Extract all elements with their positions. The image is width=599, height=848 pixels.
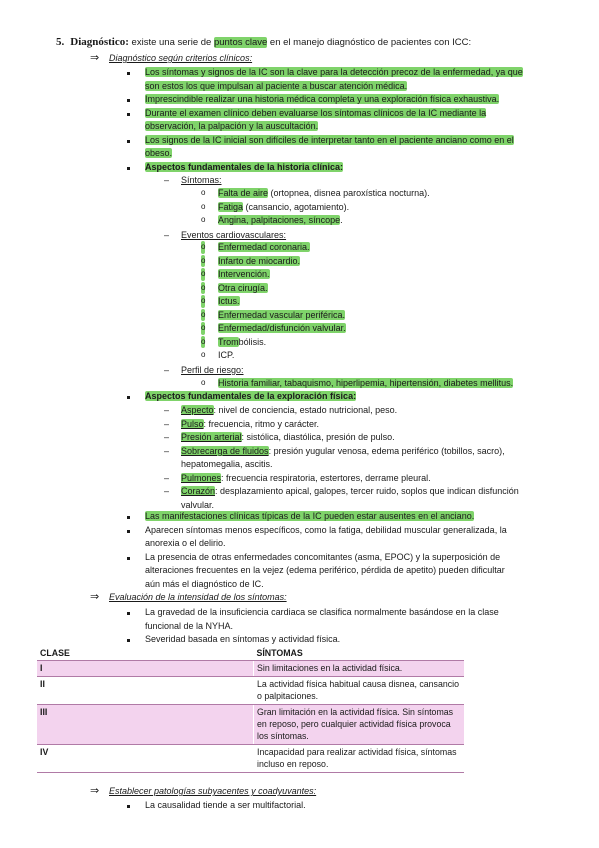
circle-bullet-icon: o — [201, 255, 205, 268]
circle-bullet-icon: o — [201, 188, 206, 197]
exploracion-item — [181, 445, 505, 458]
bullet-icon — [127, 639, 130, 642]
table-row: IV Incapacidad para realizar actividad física, síntomas incluso en reposo. — [37, 744, 464, 772]
historia-title: Aspectos fundamentales de la historia clínica: — [145, 162, 344, 172]
arrow-icon: ⇒ — [90, 785, 100, 797]
sintoma-detail: (cansancio, agotamiento). — [243, 201, 350, 212]
exploracion-key: Corazón — [181, 486, 216, 496]
table-header: CLASE — [37, 646, 254, 661]
circle-bullet-icon: o — [201, 215, 206, 224]
bullet-text-span: anorexia o el delirio. — [145, 538, 226, 548]
bullet-icon — [127, 99, 130, 102]
dash-icon: – — [164, 365, 170, 375]
circle-bullet-icon: o — [201, 268, 205, 281]
bullet-text — [145, 551, 500, 564]
sintoma-item — [218, 187, 430, 200]
evento-item — [218, 349, 234, 362]
bullet-text-span: alteraciones frecuentes en la vejez (edema periférico, pérdida de apetito) pueden dificultar — [145, 565, 505, 575]
circle-bullet-icon: o — [201, 309, 205, 322]
bullet-icon — [127, 72, 130, 75]
exploracion-detail-cont: valvular. — [181, 499, 215, 510]
exploracion-detail: : sistólica, diastólica, presión de pulso. — [241, 432, 395, 442]
evento-hl: Trom — [218, 336, 239, 347]
evento-item — [218, 336, 266, 349]
bullet-icon — [127, 396, 130, 399]
table-row: II La actividad física habitual causa disnea, cansancio o palpitaciones. — [37, 676, 464, 704]
exploracion-key: Sobrecarga de fluidos — [181, 445, 269, 456]
exploracion-detail: : frecuencia, ritmo y carácter. — [203, 418, 320, 429]
bullet-text — [145, 537, 226, 550]
evento-item — [218, 255, 300, 268]
bullet-icon — [127, 140, 130, 143]
sintoma-key: Falta de aire — [218, 188, 269, 198]
evento-text: Intervención. — [218, 269, 270, 279]
dash-icon: – — [164, 175, 170, 185]
evento-text: ICP. — [218, 350, 235, 360]
evento-item — [218, 295, 240, 308]
nyha-table — [37, 646, 464, 773]
evento-item — [218, 268, 270, 281]
sintoma-key: Angina, palpitaciones, síncope — [218, 215, 341, 225]
circle-bullet-icon: o — [201, 295, 205, 308]
arrow-icon: ⇒ — [90, 52, 100, 64]
evento-text: Enfermedad/disfunción valvular. — [218, 323, 346, 333]
sintoma-detail: (ortopnea, disnea paroxística nocturna). — [268, 188, 430, 198]
exploracion-key: Pulmones — [181, 472, 222, 483]
bullet-text-span: Severidad basada en síntomas y actividad física. — [145, 634, 341, 644]
bullet-text-span: funcional de la NYHA. — [145, 620, 234, 631]
table-header: SÍNTOMAS — [254, 646, 465, 661]
bullet-text-span: aún más el diagnóstico de IC. — [145, 578, 264, 589]
circle-bullet-icon: o — [201, 322, 205, 335]
bullet-text-span: Imprescindible realizar una historia médica completa y una exploración física exhaustiva. — [145, 94, 500, 104]
exploracion-detail: : presión yugular venosa, edema periférico (tobillos, sacro), — [268, 445, 505, 456]
bullet-text-span: observación, la palpación y la auscultación. — [145, 121, 319, 131]
bullet-text-span: La causalidad tiende a ser multifactorial. — [145, 800, 306, 810]
exploracion-detail-cont: hepatomegalia, ascitis. — [181, 459, 273, 469]
bullet-text-span: obeso. — [145, 148, 173, 158]
bullet-text — [145, 147, 172, 160]
bullet-text — [145, 66, 523, 79]
bullet-icon — [127, 612, 130, 615]
bullet-icon — [127, 516, 130, 519]
arrow-icon: ⇒ — [90, 591, 100, 603]
dash-icon: – — [164, 432, 170, 442]
circle-bullet-icon: o — [201, 201, 206, 211]
bullet-text — [145, 93, 499, 106]
table-row: I Sin limitaciones en la actividad física. — [37, 661, 464, 676]
sintoma-item — [218, 201, 349, 214]
evento-text: Infarto de miocardio. — [218, 255, 301, 266]
evento-item — [218, 282, 268, 295]
circle-bullet-icon: o — [201, 350, 206, 359]
exploracion-item — [181, 431, 395, 444]
bullet-icon — [127, 557, 130, 560]
dash-icon: – — [164, 418, 170, 429]
eventos-label: Eventos cardiovasculares: — [181, 230, 287, 240]
bullet-text — [145, 606, 499, 619]
section-title: Diagnóstico: — [70, 36, 129, 48]
exploracion-item — [181, 485, 519, 498]
bullet-text — [145, 120, 318, 133]
sintoma-key: Fatiga — [218, 201, 244, 212]
dash-icon: – — [164, 472, 170, 483]
exploracion-title: Aspectos fundamentales de la exploración física: — [145, 391, 357, 401]
exploracion-detail: : nivel de conciencia, estado nutricional, peso. — [213, 405, 398, 415]
bullet-text — [145, 620, 233, 633]
evento-text: Ictus. — [218, 296, 240, 306]
bullet-text — [145, 564, 505, 577]
dash-icon: – — [164, 445, 170, 456]
circle-bullet-icon: o — [201, 336, 205, 349]
exploracion-key: Presión arterial — [181, 432, 242, 442]
bullet-text-span: Los síntomas y signos de la IC son la clave para la detección precoz de la enfermedad, ya que — [145, 67, 523, 77]
subsection-title: Diagnóstico según criterios clínicos: — [109, 53, 253, 63]
exploracion-key: Aspecto — [181, 405, 214, 415]
subsection-title: Establecer patologías subyacentes y coadyuvantes: — [109, 786, 317, 796]
riesgo-label: Perfil de riesgo: — [181, 365, 244, 375]
bullet-text — [145, 134, 514, 147]
exploracion-item — [181, 418, 319, 431]
bullet-text — [145, 633, 340, 646]
bullet-text-span: Los signos de la IC inicial son difíciles de interpretar tanto en el paciente anciano como en el — [145, 134, 514, 145]
sintomas-label: Síntomas: — [181, 175, 222, 185]
bullet-text — [145, 578, 264, 591]
riesgo-text: Historia familiar, tabaquismo, hiperlipemia, hipertensión, diabetes mellitus. — [218, 378, 514, 388]
exploracion-key: Pulso — [181, 418, 204, 429]
bullet-text-span: La gravedad de la insuficiencia cardiaca se clasifica normalmente basándose en la clase — [145, 607, 499, 617]
bullet-text-span: La presencia de otras enfermedades concomitantes (asma, EPOC) y la superposición de — [145, 551, 501, 562]
circle-bullet-icon: o — [201, 378, 206, 387]
subsection-title: Evaluación de la intensidad de los síntomas: — [109, 592, 287, 602]
dash-icon: – — [164, 230, 170, 240]
bullet-icon — [127, 113, 130, 116]
bullet-text — [145, 799, 306, 812]
bullet-text — [145, 524, 507, 537]
exploracion-item — [181, 472, 431, 485]
bullet-text — [145, 107, 486, 120]
evento-item — [218, 309, 345, 322]
table-row: III Gran limitación en la actividad física. Sin síntomas en reposo, pero cualquier actividad física provoca los síntomas. — [37, 704, 464, 744]
bullet-text — [145, 80, 407, 93]
evento-rest: bólisis. — [238, 336, 267, 347]
evento-item — [218, 322, 346, 335]
exploracion-detail: : desplazamiento apical, galopes, tercer ruido, soplos que indican disfunción — [215, 486, 519, 496]
evento-text: Enfermedad coronaria. — [218, 242, 310, 252]
exploracion-item — [181, 404, 397, 417]
bullet-icon — [127, 167, 130, 170]
sintoma-item — [218, 214, 343, 227]
circle-bullet-icon: o — [201, 282, 205, 295]
sintoma-detail: . — [340, 215, 343, 225]
bullet-icon — [127, 805, 130, 808]
section-heading: 5. Diagnóstico: existe una serie de puntos clave en el manejo diagnóstico de pacientes con ICC: — [56, 36, 472, 48]
evento-text: Enfermedad vascular periférica. — [218, 309, 346, 320]
bullet-text — [145, 510, 474, 523]
bullet-text-span: son estos los que impulsan al paciente a buscar atención médica. — [145, 80, 408, 91]
dash-icon: – — [164, 486, 170, 496]
bullet-text-span: Las manifestaciones clínicas típicas de la IC pueden estar ausentes en el anciano. — [145, 511, 475, 521]
bullet-text-span: Aparecen síntomas menos específicos, como la fatiga, debilidad muscular generalizada, la — [145, 524, 507, 535]
bullet-icon — [127, 530, 130, 533]
section-number: 5. — [56, 36, 65, 48]
exploracion-detail: : frecuencia respiratoria, estertores, derrame pleural. — [221, 472, 431, 483]
dash-icon: – — [164, 405, 170, 415]
evento-text: Otra cirugía. — [218, 282, 268, 293]
evento-item — [218, 241, 310, 254]
circle-bullet-icon: o — [201, 241, 205, 254]
bullet-text-span: Durante el examen clínico deben evaluarse los síntomas clínicos de la IC mediante la — [145, 107, 487, 118]
